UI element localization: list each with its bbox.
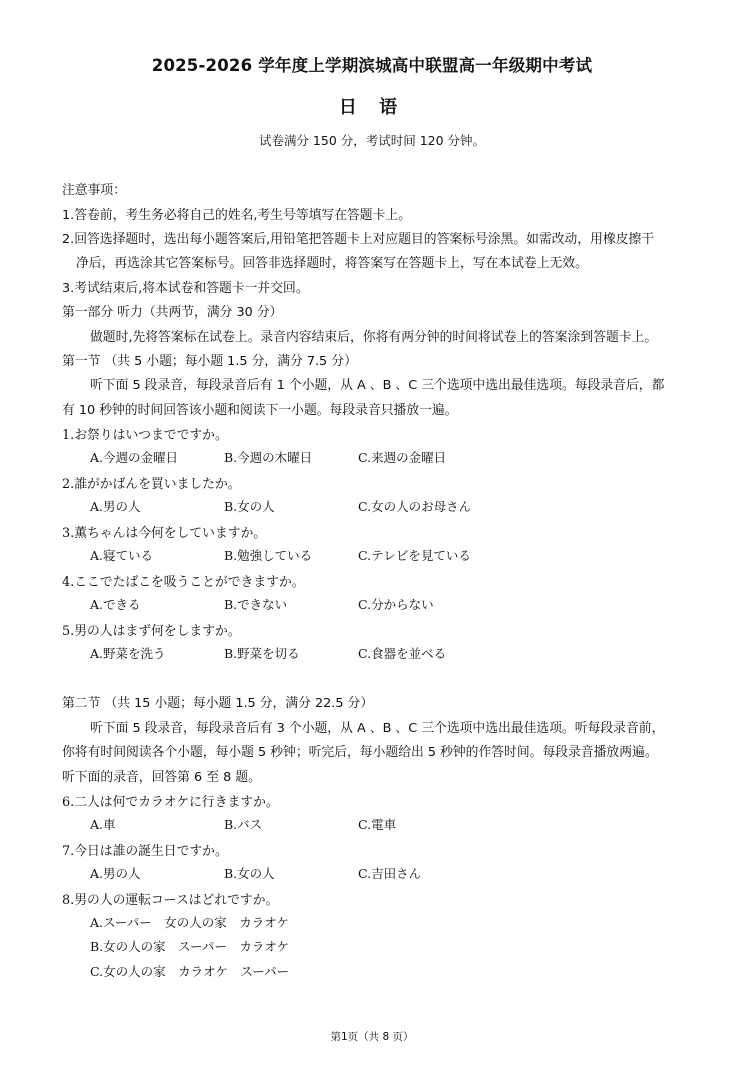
question-2: 2.誰がかばんを買いましたか。 [62, 477, 241, 492]
q3-option-a: A.寝ている [90, 548, 154, 563]
note-2-line-2: 净后，再选涂其它答案标号。回答非选择题时，将答案写在答题卡上，写在本试卷上无效。 [76, 256, 588, 271]
q6-option-a: A.車 [90, 817, 116, 832]
q7-option-c: C.吉田さん [358, 866, 422, 881]
q8-option-a: A.スーパー 女の人の家 カラオケ [90, 915, 290, 930]
section1-heading: 第一节 （共 5 小题；每小题 1.5 分，满分 7.5 分） [62, 354, 357, 369]
question-4: 4.ここでたばこを吸うことができますか。 [62, 575, 305, 590]
section2-heading: 第二节 （共 15 小题；每小题 1.5 分，满分 22.5 分） [62, 696, 374, 711]
q3-option-c: C.テレビを見ている [358, 548, 471, 563]
q5-option-b: B.野菜を切る [224, 646, 300, 661]
q7-option-a: A.男の人 [90, 866, 141, 881]
q2-option-a: A.男の人 [90, 499, 141, 514]
question-1: 1.お祭りはいつまでですか。 [62, 428, 228, 443]
section1-instructions-2: 有 10 秒钟的时间回答该小题和阅读下一小题。每段录音只播放一遍。 [62, 403, 458, 418]
question-7: 7.今日は誰の誕生日ですか。 [62, 844, 228, 859]
q8-option-b: B.女の人の家 スーパー カラオケ [90, 939, 290, 954]
question-6: 6.二人は何でカラオケに行きますか。 [62, 795, 279, 810]
q2-option-b: B.女の人 [224, 499, 275, 514]
q3-option-b: B.勉強している [224, 548, 313, 563]
q1-option-b: B.今週の木曜日 [224, 450, 313, 465]
section1-instructions-1: 听下面 5 段录音，每段录音后有 1 个小题，从 A 、B 、C 三个选项中选出最佳选项。每段录音后，都 [90, 378, 665, 393]
page-footer: 第1页（共 8 页） [330, 1031, 414, 1043]
q8-option-c: C.女の人の家 カラオケ スーパー [90, 964, 290, 979]
q1-option-c: C.来週の金曜日 [358, 450, 447, 465]
q7-option-b: B.女の人 [224, 866, 275, 881]
section2-instructions-2: 你将有时间阅读各个小题，每小题 5 秒钟；听完后，每小题给出 5 秒钟的作答时间。每段录音播放两遍。 [62, 745, 658, 760]
notes-heading: 注意事项： [62, 183, 126, 198]
exam-title: 2025-2026 学年度上学期滨城高中联盟高一年级期中考试 [151, 56, 593, 75]
q6-option-c: C.電車 [358, 817, 397, 832]
note-2-line-1: 2.回答选择题时，选出每小题答案后,用铅笔把答题卡上对应题目的答案标号涂黑。如需改动，用橡皮擦干 [62, 232, 655, 247]
q1-option-a: A.今週の金曜日 [90, 450, 179, 465]
question-5: 5.男の人はまず何をしますか。 [62, 624, 241, 639]
q4-option-c: C.分からない [358, 597, 434, 612]
q5-option-a: A.野菜を洗う [90, 646, 166, 661]
question-3: 3.薫ちゃんは今何をしていますか。 [62, 526, 267, 541]
section2-instructions-1: 听下面 5 段录音，每段录音后有 3 个小题，从 A 、B 、C 三个选项中选出最佳选项。听每段录音前， [90, 721, 665, 736]
exam-info: 试卷满分 150 分，考试时间 120 分钟。 [258, 133, 486, 148]
q2-option-c: C.女の人のお母さん [358, 499, 472, 514]
q4-option-b: B.できない [224, 597, 288, 612]
q6-option-b: B.バス [224, 817, 263, 832]
q4-option-a: A.できる [90, 597, 141, 612]
subject-title: 日 语 [338, 97, 406, 118]
part1-heading: 第一部分 听力（共两节，满分 30 分） [62, 305, 283, 320]
note-1: 1.答卷前，考生务必将自己的姓名,考生号等填写在答题卡上。 [62, 208, 411, 223]
q5-option-c: C.食器を並べる [358, 646, 447, 661]
note-3: 3.考试结束后,将本试卷和答题卡一并交回。 [62, 281, 309, 296]
section2-instructions-3: 听下面的录音，回答第 6 至 8 题。 [62, 770, 261, 785]
part1-instructions: 做题时,先将答案标在试卷上。录音内容结束后，你将有两分钟的时间将试卷上的答案涂到答题卡上。 [90, 330, 658, 345]
question-8: 8.男の人の運転コースはどれですか。 [62, 893, 279, 908]
